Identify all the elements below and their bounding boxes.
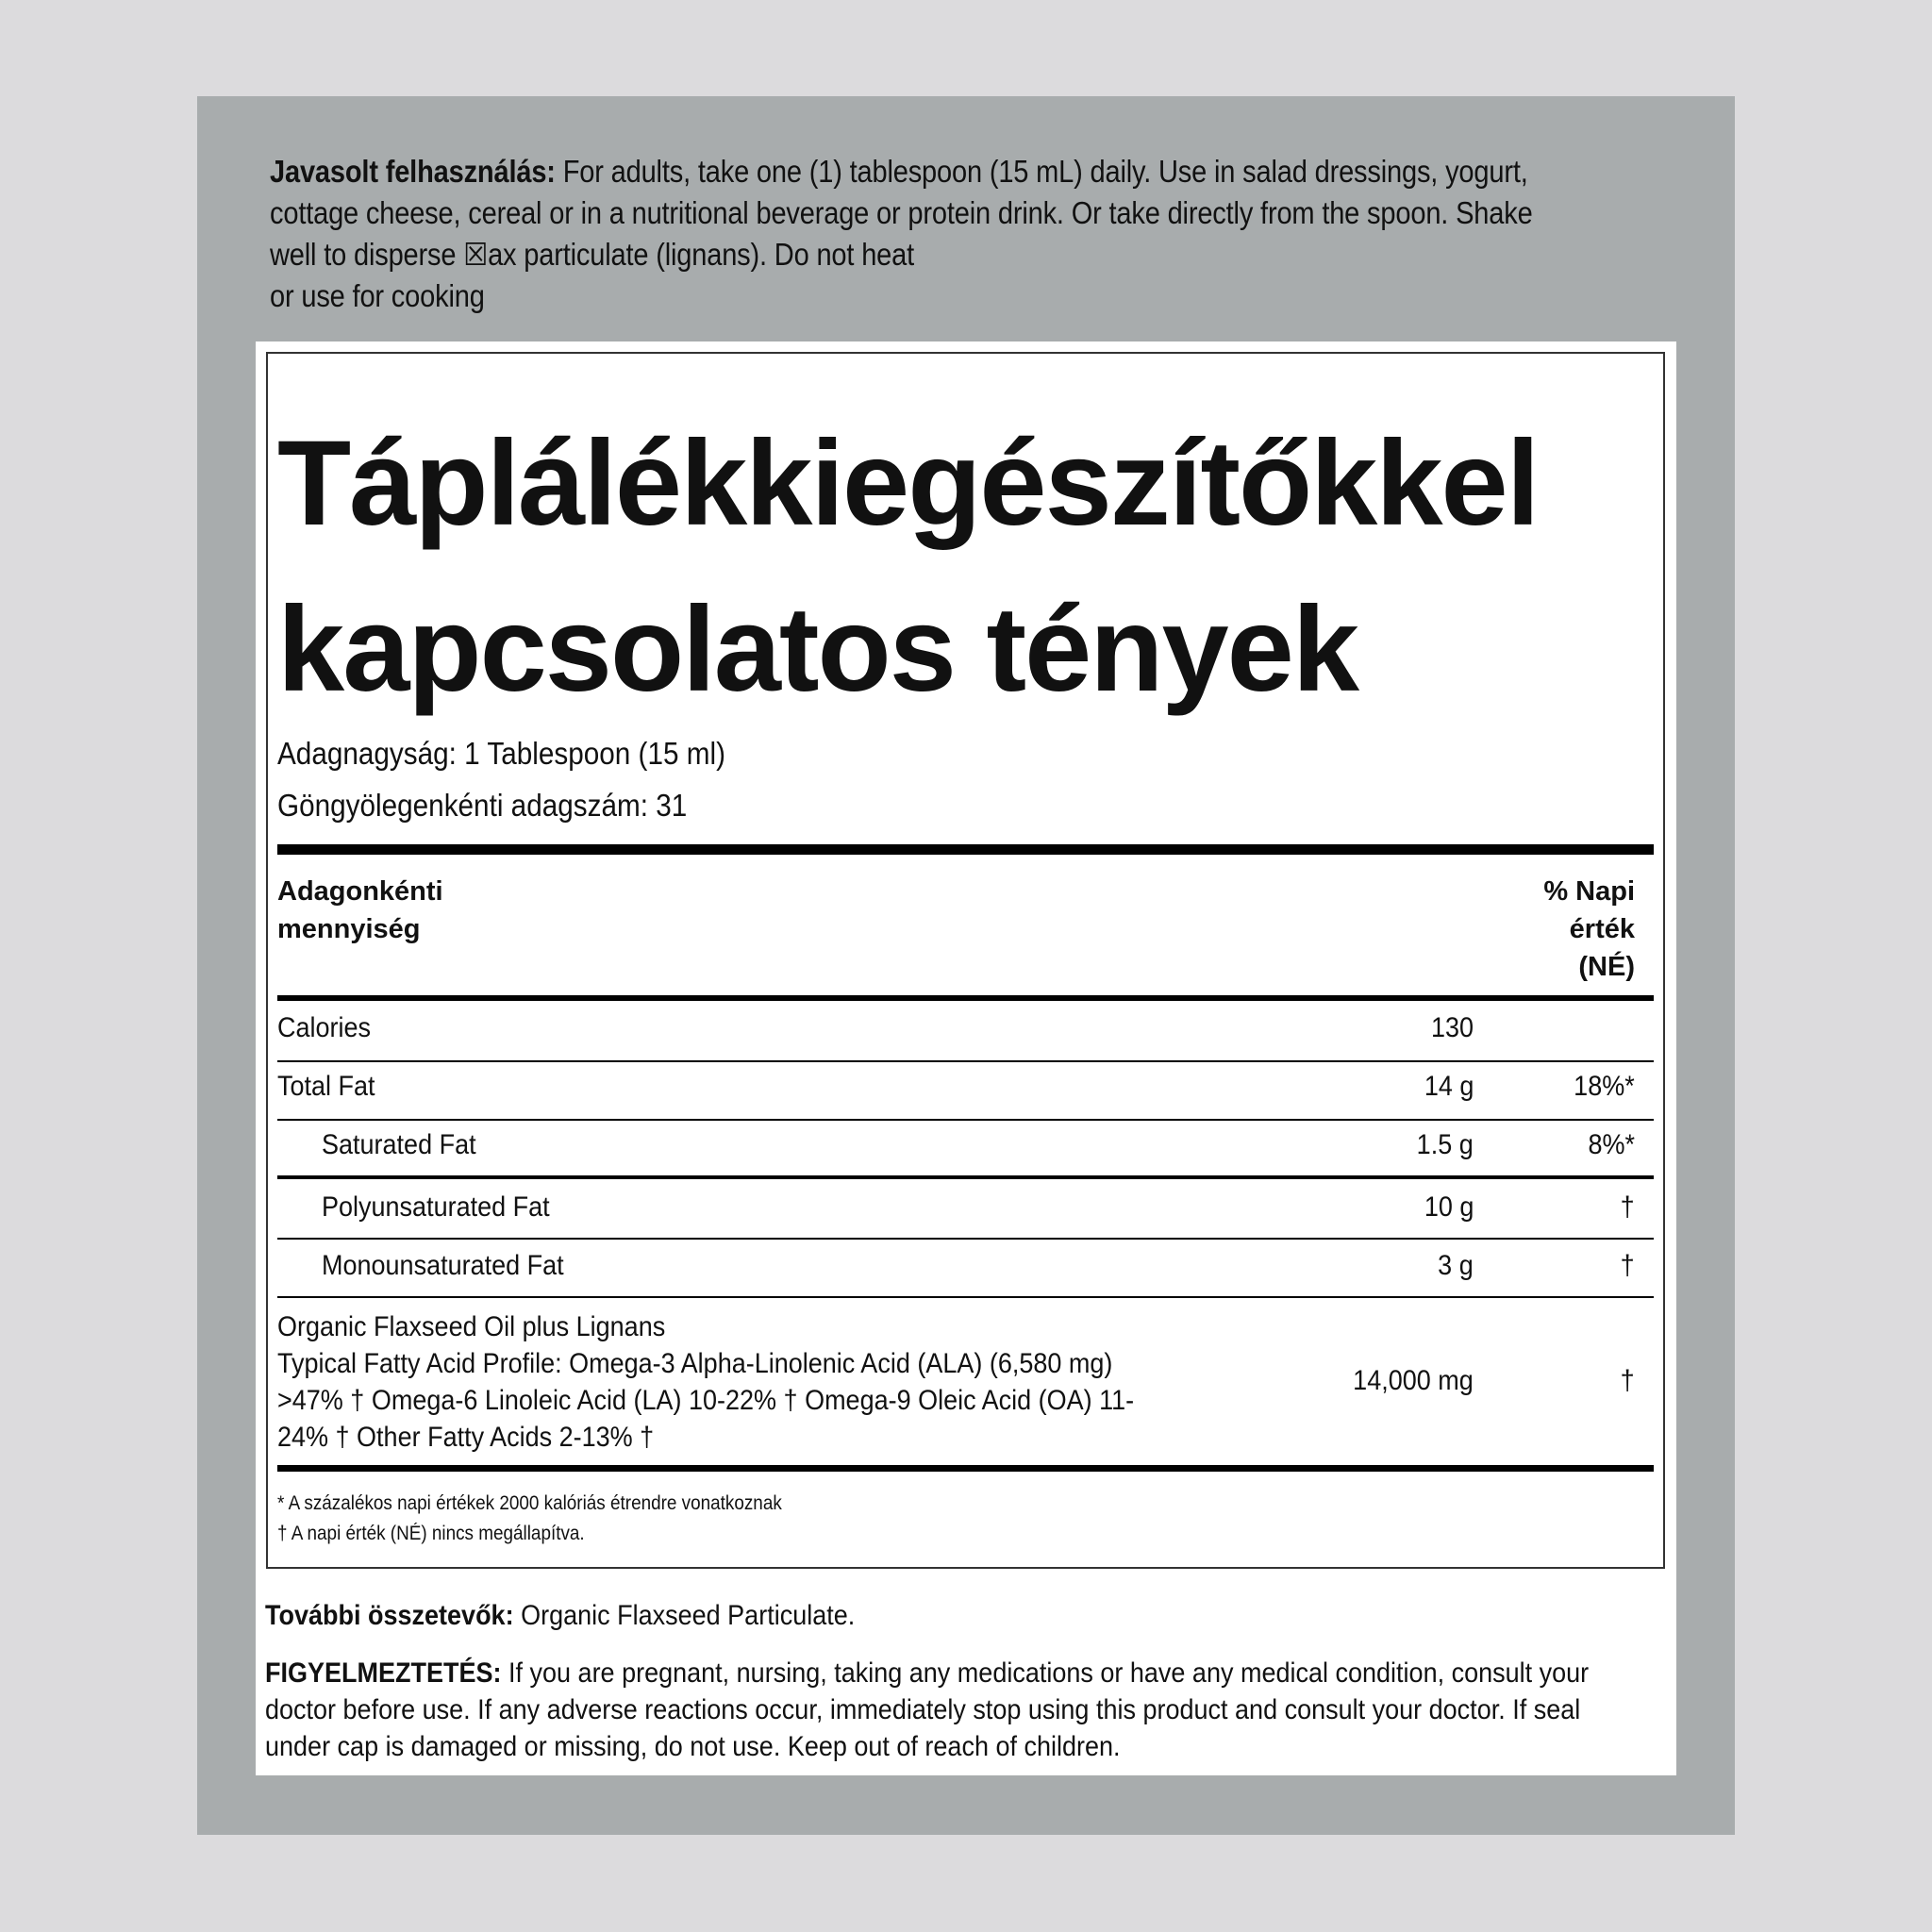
- nutrient-label: Calories: [277, 1012, 372, 1043]
- suggested-use: [270, 151, 1648, 317]
- suggested-use-text-2: cottage cheese, cereal or in a nutritional beverage or protein drink. Or take directly from the spoon. Shake: [270, 195, 1533, 230]
- thick-rule-bottom: [277, 1465, 1654, 1472]
- servings-per-container: Göngyölegenkénti adagszám: 31: [277, 788, 688, 823]
- nutrient-label: Total Fat: [277, 1071, 375, 1102]
- rule-under-header: [277, 995, 1654, 1001]
- nutrient-row-calories: [277, 1012, 1654, 1050]
- thick-rule-top: [277, 844, 1654, 855]
- nutrient-amount: 14,000 mg: [1353, 1365, 1474, 1396]
- nutrient-dv: 8%*: [1588, 1129, 1635, 1160]
- nutrient-label: Polyunsaturated Fat: [322, 1191, 550, 1223]
- dv-header-line-2: érték: [1569, 914, 1635, 944]
- nutrient-row-flaxseed-oil: [277, 1308, 1654, 1459]
- suggested-use-label: Javasolt felhasználás:: [270, 154, 556, 189]
- warning-text-3: under cap is damaged or missing, do not use. Keep out of reach of children.: [265, 1731, 1121, 1762]
- footnote-dagger: † A napi érték (NÉ) nincs megállapítva.: [277, 1523, 585, 1544]
- nutrient-row-total-fat: [277, 1071, 1654, 1108]
- dv-header-line-1: % Napi: [1543, 876, 1635, 907]
- nutrient-amount: 14 g: [1424, 1071, 1474, 1102]
- row-divider: [277, 1238, 1654, 1240]
- nutrient-amount: 130: [1430, 1012, 1474, 1043]
- amount-per-serving-header: [277, 873, 443, 948]
- suggested-use-text-1: For adults, take one (1) tablespoon (15 mL) daily. Use in salad dressings, yogurt,: [555, 154, 1528, 189]
- row-divider: [277, 1119, 1654, 1121]
- nutrient-dv: †: [1620, 1250, 1635, 1281]
- row-divider: [277, 1296, 1654, 1298]
- amount-header-line-1: Adagonkénti: [277, 876, 443, 907]
- nutrient-amount: 3 g: [1438, 1250, 1474, 1281]
- suggested-use-text-4: or use for cooking: [270, 278, 485, 313]
- suggested-use-text-3: well to disperse ☒ax particulate (lignans). Do not heat: [270, 237, 915, 272]
- nutrient-label: Saturated Fat: [322, 1129, 476, 1160]
- warning-label: FIGYELMEZTETÉS:: [265, 1657, 502, 1689]
- facts-title: [277, 401, 1538, 733]
- serving-size: Adagnagyság: 1 Tablespoon (15 ml): [277, 736, 725, 771]
- flaxseed-description: [277, 1308, 1135, 1456]
- footnote-percent: * A százalékos napi értékek 2000 kalóriás étrendre vonatkoznak: [277, 1492, 782, 1514]
- other-ingredients-text: Organic Flaxseed Particulate.: [513, 1600, 856, 1631]
- dv-header-line-3: (NÉ): [1578, 952, 1635, 982]
- amount-header-line-2: mennyiség: [277, 914, 421, 944]
- row-divider: [277, 1060, 1654, 1062]
- daily-value-header: [1543, 873, 1635, 986]
- nutrient-row-saturated-fat: [277, 1129, 1654, 1167]
- warning: [265, 1655, 1666, 1765]
- flaxseed-line-1: Organic Flaxseed Oil plus Lignans: [277, 1311, 666, 1342]
- nutrient-row-monounsaturated-fat: [277, 1250, 1654, 1288]
- nutrient-dv: †: [1620, 1191, 1635, 1223]
- supplement-facts-box: [266, 352, 1665, 1569]
- facts-title-line-1: Táplálékkiegészítőkkel: [277, 416, 1539, 551]
- flaxseed-line-4: 24% † Other Fatty Acids 2-13% †: [277, 1422, 655, 1453]
- flaxseed-line-2: Typical Fatty Acid Profile: Omega-3 Alpha-Linolenic Acid (ALA) (6,580 mg): [277, 1348, 1113, 1379]
- nutrient-amount: 10 g: [1424, 1191, 1474, 1223]
- nutrient-row-polyunsaturated-fat: [277, 1191, 1654, 1229]
- nutrient-amount: 1.5 g: [1416, 1129, 1474, 1160]
- nutrient-dv: 18%*: [1574, 1071, 1635, 1102]
- warning-text-2: doctor before use. If any adverse reactions occur, immediately stop using this product and consult your doctor. If seal: [265, 1694, 1581, 1725]
- row-divider: [277, 1175, 1654, 1179]
- other-ingredients-label: További összetevők:: [265, 1600, 514, 1631]
- other-ingredients: [265, 1597, 1666, 1634]
- nutrient-dv: †: [1620, 1365, 1635, 1396]
- flaxseed-line-3: >47% † Omega-6 Linoleic Acid (LA) 10-22% † Omega-9 Oleic Acid (OA) 11-: [277, 1385, 1135, 1416]
- warning-text-1: If you are pregnant, nursing, taking any medications or have any medical condition, consult your: [501, 1657, 1590, 1689]
- facts-title-line-2: kapcsolatos tények: [277, 582, 1357, 717]
- nutrient-label: Monounsaturated Fat: [322, 1250, 564, 1281]
